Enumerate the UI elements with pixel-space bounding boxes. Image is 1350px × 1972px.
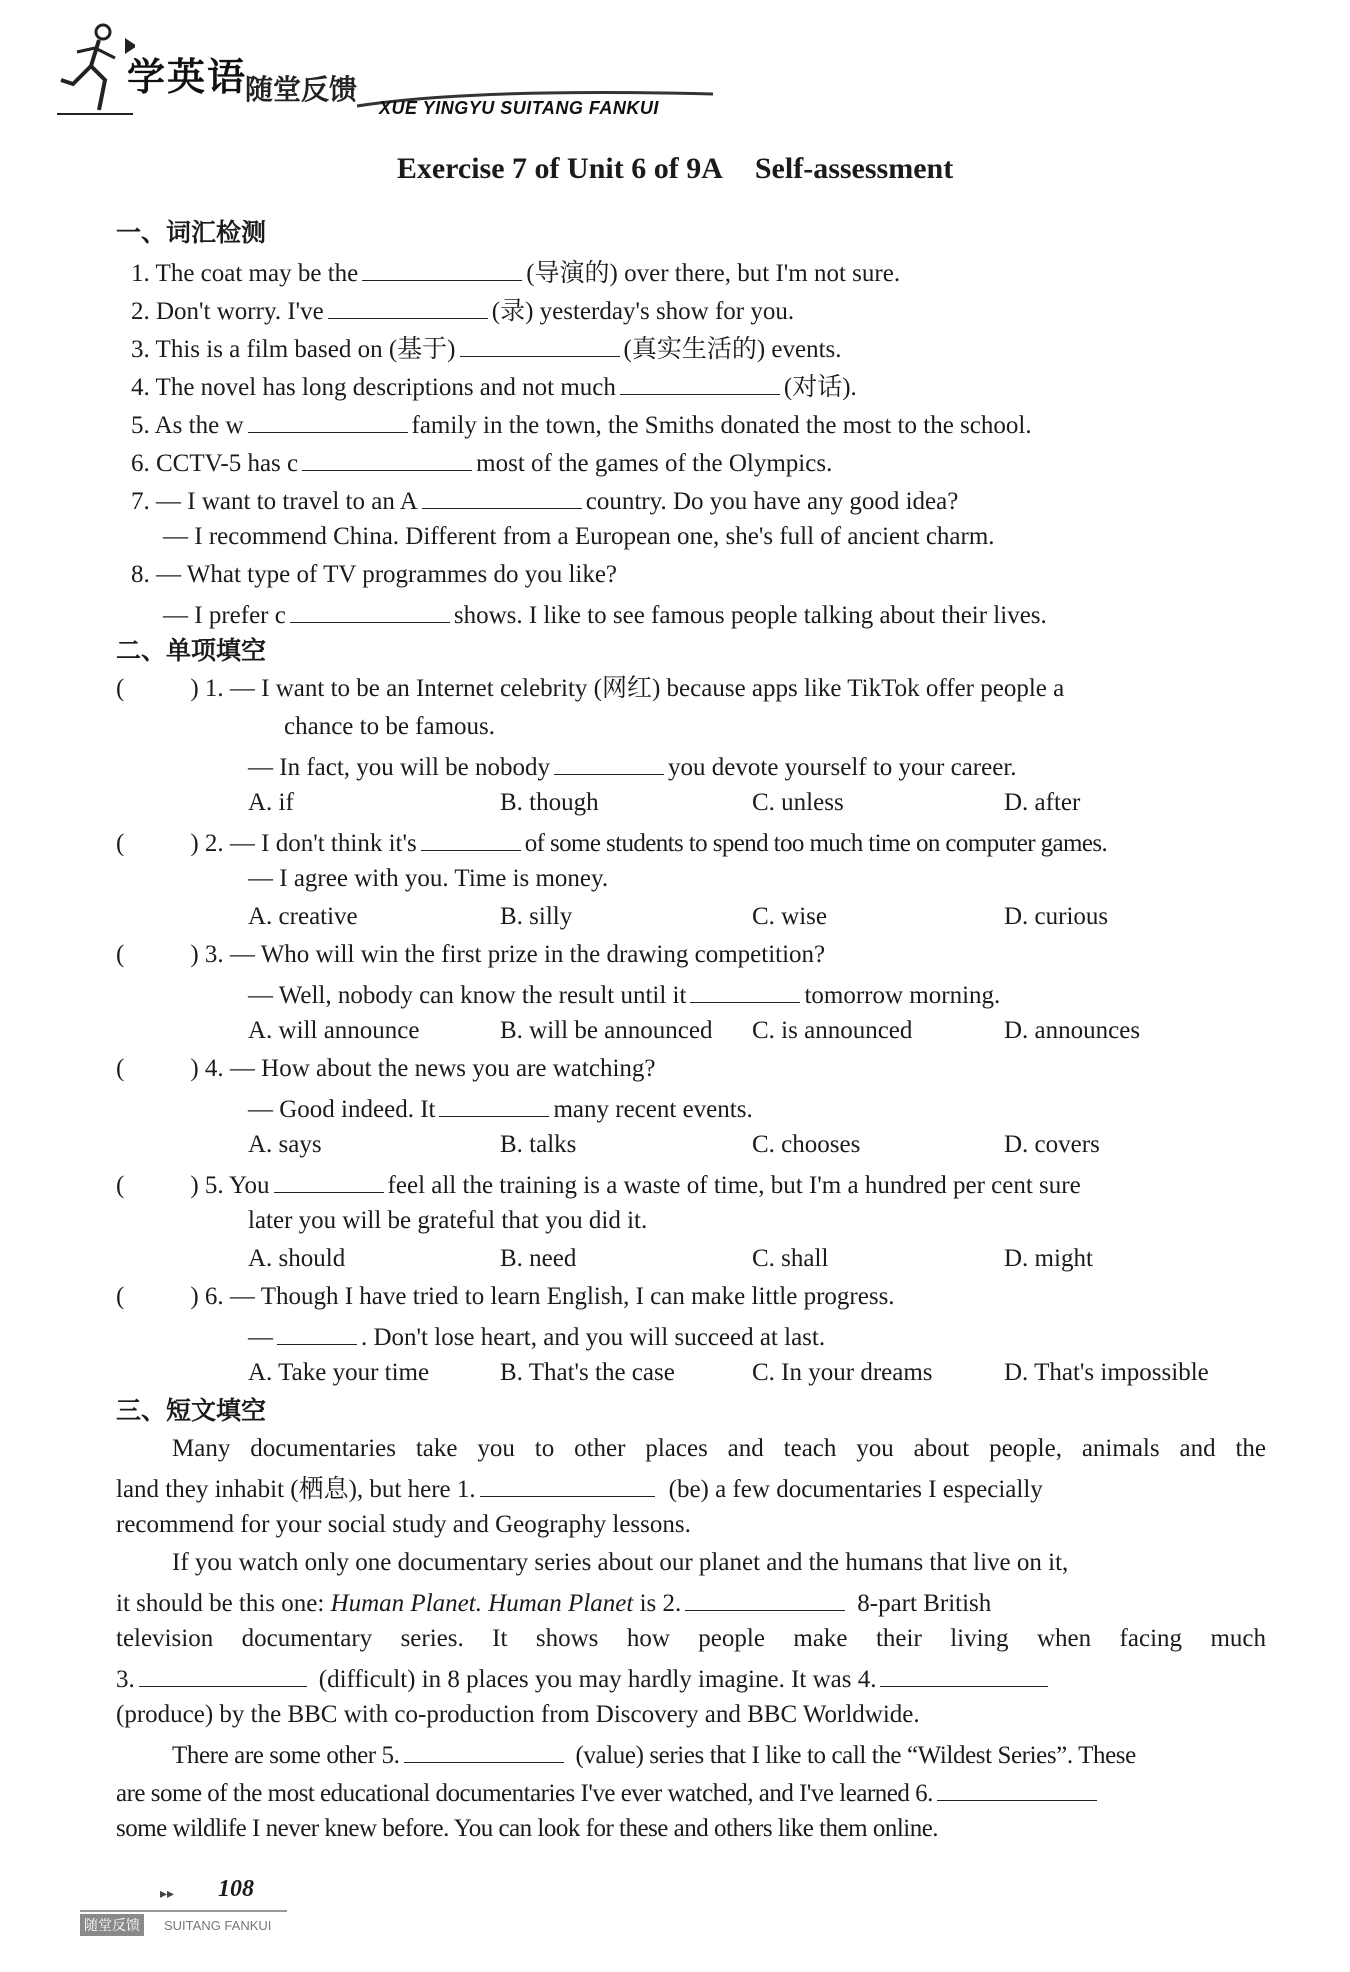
header-cn-title: 学英语 [127,55,248,99]
mc-question-2-reply: — I agree with you. Time is money. [248,865,609,892]
vocab-item-4: 4. The novel has long descriptions and not much (对话). [131,370,857,403]
footer-arrow-icon: ▸▸ [160,1886,175,1902]
mc-question-4: ( ) 4. — How about the news you are watching? [116,1055,656,1082]
answer-paren[interactable]: ( [116,1283,125,1310]
passage-p1-line3: recommend for your social study and Geography lessons. [116,1511,691,1538]
mc-question-5-cont: later you will be grateful that you did it. [248,1207,648,1234]
mc-question-3-reply: — Well, nobody can know the result until it tomorrow morning. [248,978,1000,1011]
mc-q4-option-a[interactable]: A. says [248,1131,322,1158]
mc-q1-option-b[interactable]: B. though [500,789,599,816]
mc-q4-option-c[interactable]: C. chooses [752,1131,861,1158]
passage-blank-3[interactable] [139,1662,307,1687]
passage-p3-line2: are some of the most educational documentaries I've ever watched, and I've learned 6. [116,1776,1101,1809]
mc-q2-option-b[interactable]: B. silly [500,903,573,930]
mc-q6-option-c[interactable]: C. In your dreams [752,1359,933,1386]
passage-p2-line3: television documentary series. It shows how people make their living when facing much [116,1625,1266,1652]
vocab-item-5: 5. As the w family in the town, the Smiths donated the most to the school. [131,408,1032,441]
answer-paren[interactable]: ( [116,675,125,702]
answer-blank[interactable] [362,256,522,281]
mc-q4-option-b[interactable]: B. talks [500,1131,577,1158]
vocab-item-7: 7. — I want to travel to an A country. Do you have any good idea? [131,484,958,517]
answer-blank[interactable] [620,370,780,395]
runner-logo-icon [55,18,135,118]
vocab-item-6: 6. CCTV-5 has c most of the games of the Olympics. [131,446,832,479]
mc-q3-option-a[interactable]: A. will announce [248,1017,420,1044]
passage-blank-5[interactable] [404,1738,564,1763]
mc-q3-option-c[interactable]: C. is announced [752,1017,913,1044]
mc-q5-option-c[interactable]: C. shall [752,1245,829,1272]
footer-pinyin: SUITANG FANKUI [164,1918,272,1933]
answer-paren[interactable]: ( [116,941,125,968]
passage-p2-line4: 3. (difficult) in 8 places you may hardly imagine. It was 4. [116,1662,1052,1695]
vocab-item-1: 1. The coat may be the (导演的) over there, but I'm not sure. [131,256,900,289]
header-cn-subtitle: 随堂反馈 [245,73,358,106]
mc-q6-option-a[interactable]: A. Take your time [248,1359,430,1386]
page-title [0,152,1350,186]
passage-blank-2[interactable] [685,1586,845,1611]
mc-question-2: ( ) 2. — I don't think it's of some students to spend too much time on computer games. [116,826,1107,859]
mc-q5-option-d[interactable]: D. might [1004,1245,1093,1272]
section1-heading: 一、词汇检测 [116,218,267,247]
mc-question-6: ( ) 6. — Though I have tried to learn English, I can make little progress. [116,1283,895,1310]
mc-question-5: ( ) 5. You feel all the training is a waste of time, but I'm a hundred per cent sure [116,1168,1081,1201]
footer-divider [80,1910,287,1912]
passage-p3-line3: some wildlife I never knew before. You can look for these and others like them online. [116,1815,939,1842]
passage-blank-6[interactable] [937,1776,1097,1801]
mc-q3-option-d[interactable]: D. announces [1004,1017,1141,1044]
mc-q1-option-d[interactable]: D. after [1004,789,1081,816]
mc-q1-option-c[interactable]: C. unless [752,789,844,816]
footer-badge: 随堂反馈 [80,1914,144,1936]
passage-p1-line2: land they inhabit (栖息), but here 1. (be) a few documentaries I especially [116,1472,1043,1505]
mc-question-4-reply: — Good indeed. It many recent events. [248,1092,753,1125]
answer-blank[interactable] [460,332,620,357]
answer-blank[interactable] [328,294,488,319]
answer-blank[interactable] [690,978,800,1003]
answer-blank[interactable] [302,446,472,471]
mc-question-1: ( ) 1. — I want to be an Internet celebrity (网红) because apps like TikTok offer people a [116,675,1065,702]
answer-blank[interactable] [277,1320,357,1345]
mc-q2-option-a[interactable]: A. creative [248,903,358,930]
mc-q1-option-a[interactable]: A. if [248,789,294,816]
passage-p2-line1: If you watch only one documentary series about our planet and the humans that live on it, [172,1549,1069,1576]
vocab-item-3: 3. This is a film based on (基于) (真实生活的) events. [131,332,842,365]
mc-q3-option-b[interactable]: B. will be announced [500,1017,713,1044]
passage-blank-4[interactable] [880,1662,1048,1687]
vocab-item-2: 2. Don't worry. I've (录) yesterday's show for you. [131,294,794,327]
title-sub: Self-assessment [754,152,954,185]
mc-q2-option-c[interactable]: C. wise [752,903,827,930]
mc-q2-option-d[interactable]: D. curious [1004,903,1109,930]
answer-blank[interactable] [554,750,664,775]
section3-heading: 三、短文填空 [116,1396,267,1425]
mc-question-3: ( ) 3. — Who will win the first prize in the drawing competition? [116,941,826,968]
mc-q4-option-d[interactable]: D. covers [1004,1131,1100,1158]
section2-heading: 二、单项填空 [116,636,267,665]
passage-p3-line1: There are some other 5. (value) series that I like to call the “Wildest Series”. These [172,1738,1136,1771]
answer-blank[interactable] [422,484,582,509]
answer-paren[interactable]: ( [116,1055,125,1082]
answer-paren[interactable]: ( [116,1172,125,1199]
header-banner [55,18,695,128]
answer-blank[interactable] [290,598,450,623]
vocab-item-7-reply: — I recommend China. Different from a European one, she's full of ancient charm. [163,523,995,550]
answer-blank[interactable] [421,826,521,851]
vocab-item-8: 8. — What type of TV programmes do you like? [131,561,618,588]
answer-blank[interactable] [248,408,408,433]
mc-q5-option-b[interactable]: B. need [500,1245,577,1272]
mc-question-1-cont: chance to be famous. [284,713,496,740]
header-pinyin: XUE YINGYU SUITANG FANKUI [379,98,659,118]
mc-question-6-reply: — . Don't lose heart, and you will succeed at last. [248,1320,825,1353]
answer-blank[interactable] [439,1092,549,1117]
answer-blank[interactable] [274,1168,384,1193]
title-main: Exercise 7 of Unit 6 of 9A [396,152,723,185]
passage-blank-1[interactable] [480,1472,655,1497]
mc-q6-option-d[interactable]: D. That's impossible [1004,1359,1209,1386]
mc-q5-option-a[interactable]: A. should [248,1245,346,1272]
mc-question-1-reply: — In fact, you will be nobody you devote yourself to your career. [248,750,1017,783]
answer-paren[interactable]: ( [116,830,125,857]
mc-q6-option-b[interactable]: B. That's the case [500,1359,675,1386]
passage-p2-line2: it should be this one: Human Planet. Human Planet is 2. 8-part British [116,1586,991,1619]
passage-p1-line1: Many documentaries take you to other places and teach you about people, animals and the [172,1435,1266,1462]
vocab-item-8-reply: — I prefer c shows. I like to see famous people talking about their lives. [163,598,1047,631]
passage-p2-line5: (produce) by the BBC with co-production from Discovery and BBC Worldwide. [116,1701,920,1728]
page-number: 108 [218,1876,254,1902]
